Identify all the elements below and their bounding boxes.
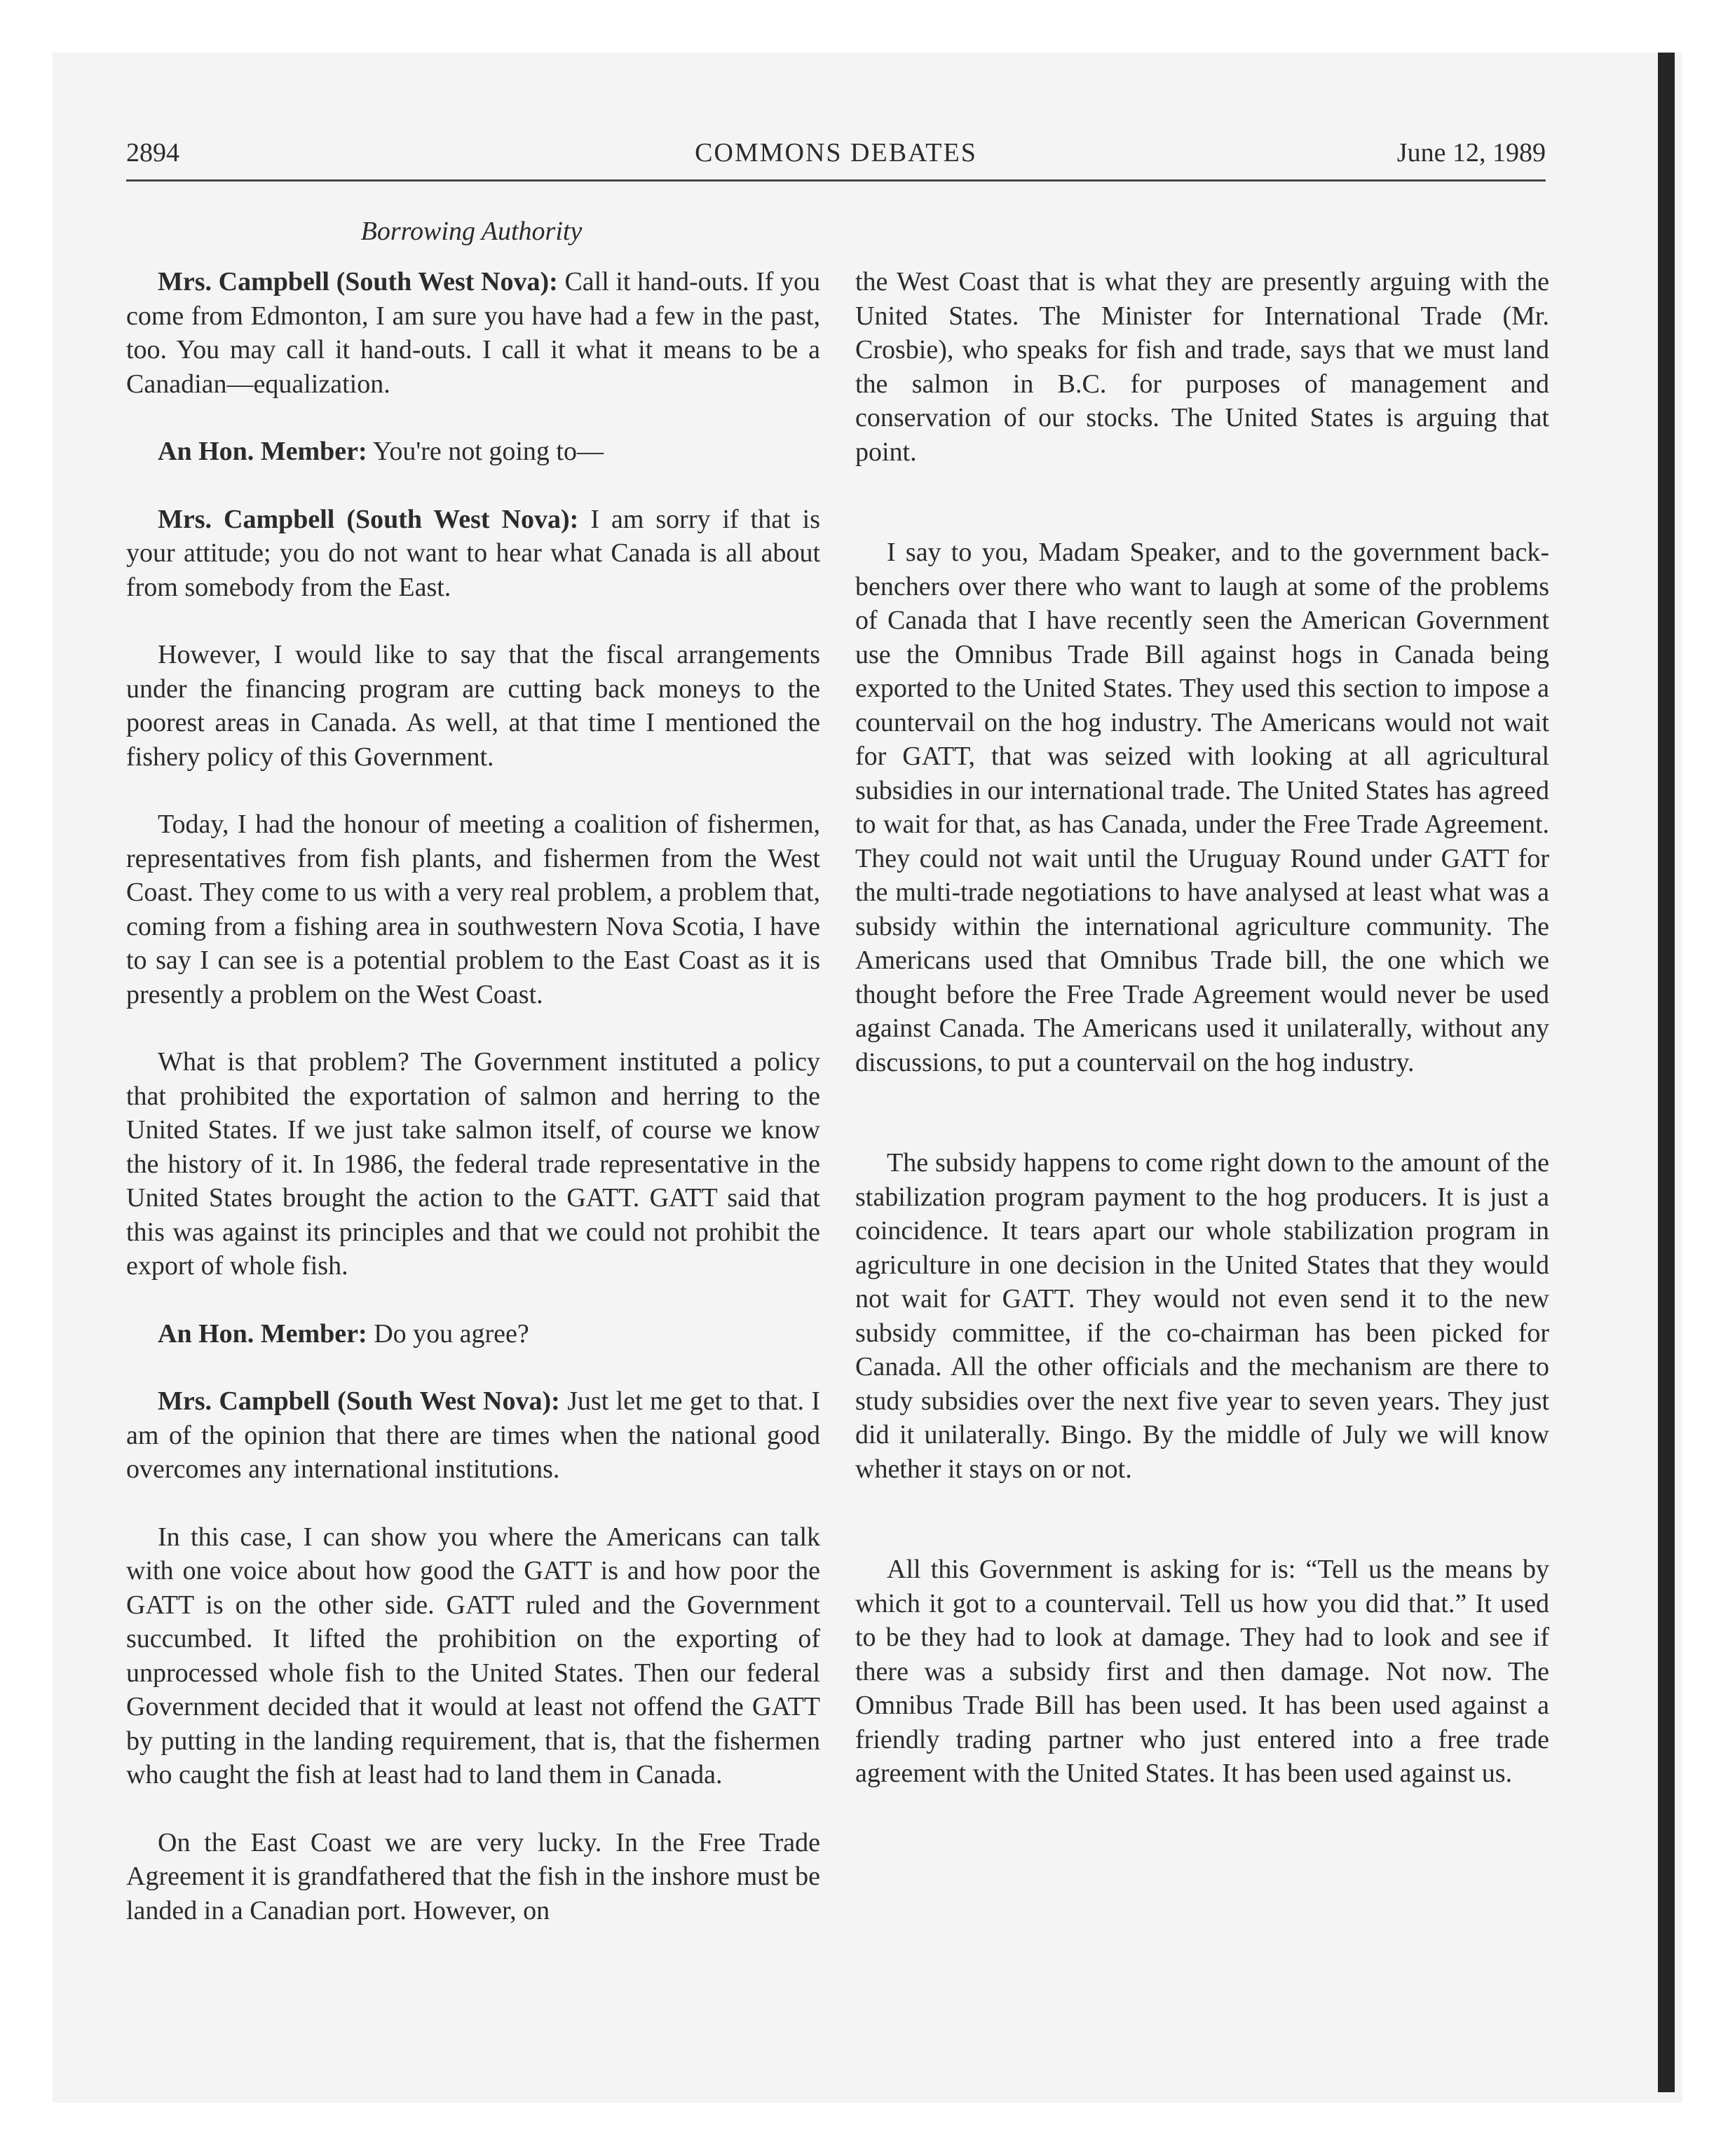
paragraph-text: On the East Coast we are very lucky. In the Free Trade Agreement it is grandfathered that the fish in the inshore must be landed in a Canadian port. However, on bbox=[126, 1827, 820, 1925]
paragraph bbox=[126, 807, 820, 1011]
paragraph bbox=[126, 1384, 820, 1487]
paragraph-text: the West Coast that is what they are presently arguing with the United States. The Minister for International Trade (Mr. Crosbie), who speaks for fish and trade, says that we must land the salmon in B.C. for purposes of management and conservation of our stocks. The United States is arguing that point. bbox=[855, 267, 1549, 467]
paragraph-text: All this Government is asking for is: “Tell us the means by which it got to a countervail. Tell us how you did that.” It used to be they had to look at damage. They had to look and see if there was a subsidy first and then damage. Not now. The Omnibus Trade Bill has been used. It has been used against a friendly trading partner who just entered into a free trade agreement with the United States. It has been used against us. bbox=[855, 1555, 1549, 1788]
paragraph-text: However, I would like to say that the fiscal arrangements under the financing program are cutting back moneys to the poorest areas in Canada. As well, at that time I mentioned the fishery policy of this Government. bbox=[126, 640, 820, 772]
paragraph-text: What is that problem? The Government instituted a policy that prohibited the exportation of salmon and herring to the United States. If we just take salmon itself, of course we know the history of it. In 1986, the federal trade representative in the United States brought the action to the GATT. GATT said that this was against its principles and that we could not prohibit the export of whole fish. bbox=[126, 1047, 820, 1281]
paragraph bbox=[126, 1317, 820, 1351]
scan-edge-bar bbox=[1658, 53, 1675, 2092]
paragraph-text: Today, I had the honour of meeting a coalition of fishermen, representatives from fish plants, and fishermen from the West Coast. They come to us with a very real problem, a problem that, coming from a fishing area in southwestern Nova Scotia, I have to say I can see is a potential problem to the East Coast as it is presently a problem on the West Coast. bbox=[126, 810, 820, 1009]
paragraph bbox=[855, 535, 1549, 1079]
paragraph bbox=[126, 503, 820, 605]
page-number: 2894 bbox=[126, 138, 179, 168]
section-title: Borrowing Authority bbox=[360, 217, 583, 246]
paragraph-text: I am sorry if that is your attitude; you do not want to hear what Canada is all about from somebody from the East. bbox=[126, 504, 821, 602]
speaker-name: An Hon. Member: bbox=[158, 437, 367, 466]
speaker-name: An Hon. Member: bbox=[158, 1318, 367, 1349]
left-column bbox=[126, 265, 820, 1961]
paragraph bbox=[855, 1146, 1549, 1486]
speaker-name: Mrs. Campbell (South West Nova): bbox=[158, 267, 558, 296]
paragraph bbox=[126, 435, 820, 469]
paragraph-text: I say to you, Madam Speaker, and to the government back-benchers over there who want to laugh at some of the problems of Canada that I have recently seen the American Government use the Omnibus Trade Bill against hogs in Canada being exported to the United States. They used this section to impose a countervail on the hog industry. The Americans would not wait for GATT, that was seized with looking at all agricultural subsidies in our international trade. The United States has agreed to wait for that, as has Canada, under the Free Trade Agreement. They could not wait until the Uruguay Round under GATT for the multi-trade negotiations to have analysed at least what was a subsidy within the international agriculture community. The Americans used that Omnibus Trade bill, the one which we thought before the Free Trade Agreement would never be used against Canada. The Americans used it unilaterally, without any discussions, to put a countervail on the hog industry. bbox=[855, 538, 1549, 1077]
paragraph bbox=[126, 638, 820, 774]
right-column bbox=[855, 265, 1549, 1824]
publication-title: COMMONS DEBATES bbox=[695, 138, 977, 168]
speaker-name: Mrs. Campbell (South West Nova): bbox=[158, 1386, 560, 1416]
paragraph bbox=[126, 1520, 820, 1792]
paragraph-text: Just let me get to that. I am of the opinion that there are times when the national good overcomes any international institutions. bbox=[126, 1386, 821, 1484]
page-header bbox=[126, 137, 1546, 182]
paragraph bbox=[855, 1553, 1549, 1791]
paragraph-text: In this case, I can show you where the Americans can talk with one voice about how good the GATT is and how poor the GATT is on the other side. GATT ruled and the Government succumbed. It lifted the prohibition on the exporting of unprocessed whole fish to the United States. Then our federal Government decided that it would at least not offend the GATT by putting in the landing requirement, that is, that the fishermen who caught the fish at least had to land them in Canada. bbox=[126, 1522, 820, 1789]
paragraph bbox=[126, 1045, 820, 1283]
paragraph bbox=[126, 1826, 820, 1928]
paragraph bbox=[126, 265, 820, 401]
paragraph-text: Call it hand-outs. If you come from Edmonton, I am sure you have had a few in the past, too. You may call it hand-outs. I call it what it means to be a Canadian—equalization. bbox=[126, 267, 821, 399]
paragraph-text: Do you agree? bbox=[374, 1318, 529, 1349]
page-date: June 12, 1989 bbox=[1396, 138, 1546, 168]
paragraph-text: You're not going to— bbox=[372, 437, 604, 466]
paragraph-text: The subsidy happens to come right down to the amount of the stabilization program payment to the hog producers. It is just a coincidence. It tears apart our whole stabilization program in agriculture in one decision in the United States that they would not wait for GATT. They would not even send it to the new subsidy committee, if the co-chairman has been picked for Canada. All the other officials and the mechanism are there to study subsidies over the next five year to seven years. They just did it unilaterally. Bingo. By the middle of July we will know whether it stays on or not. bbox=[855, 1148, 1549, 1484]
paragraph bbox=[855, 265, 1549, 469]
speaker-name: Mrs. Campbell (South West Nova): bbox=[158, 504, 579, 534]
